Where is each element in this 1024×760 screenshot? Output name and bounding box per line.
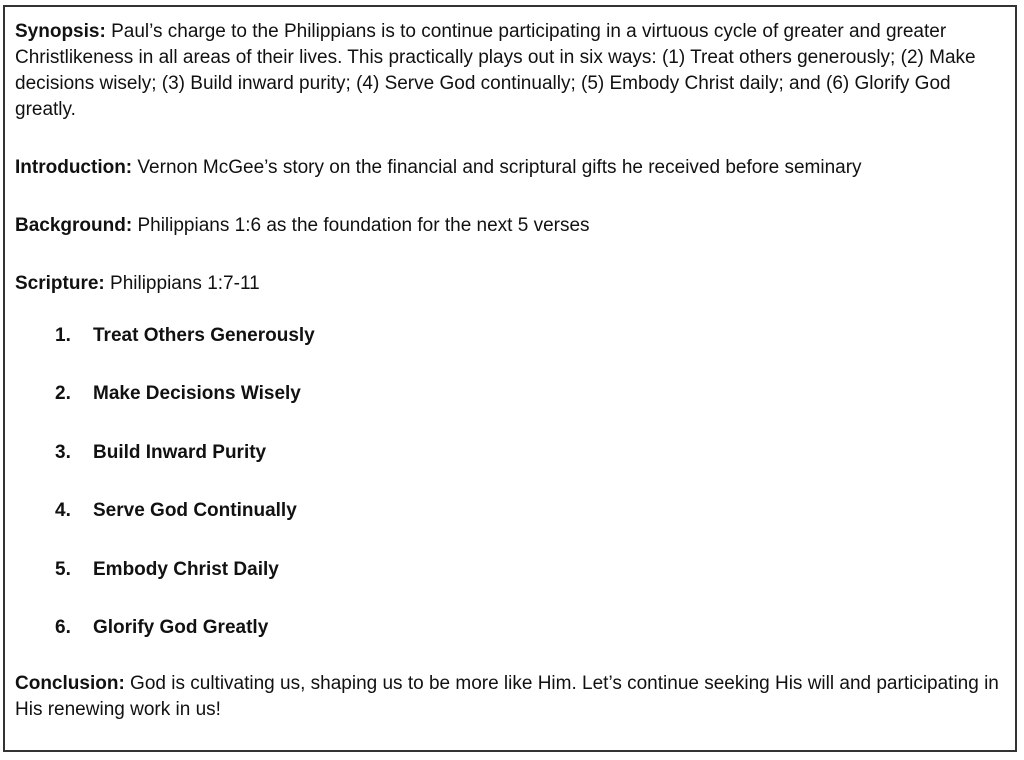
background-text: Philippians 1:6 as the foundation for the next 5 verses — [132, 215, 590, 236]
point-title: Make Decisions Wisely — [93, 383, 301, 405]
conclusion-text: God is cultivating us, shaping us to be more like Him. Let’s continue seeking His will and participating in His renewing work in us! — [15, 672, 999, 720]
point-title: Glorify God Greatly — [93, 616, 269, 638]
synopsis-text: Paul’s charge to the Philippians is to continue participating in a virtuous cycle of greater and greater Christlikeness in all areas of their lives. This practically plays out in six ways: (1) Treat others generously; (2) Make decisions wisely; (3) Build inward purity; (4) Serve God continually; (5) Embody Christ daily; and (6) Glorify God greatly. — [15, 21, 976, 120]
point-number: 6. — [55, 616, 71, 638]
point-title: Treat Others Generously — [93, 325, 315, 346]
list-item — [55, 615, 1005, 641]
list-item — [55, 323, 1005, 349]
synopsis-label: Synopsis: — [15, 21, 106, 42]
scripture-paragraph — [15, 271, 1005, 297]
background-paragraph — [15, 213, 1005, 239]
introduction-paragraph — [15, 155, 1005, 181]
point-number: 3. — [55, 441, 71, 463]
introduction-label: Introduction: — [15, 157, 133, 178]
point-number: 5. — [55, 558, 71, 580]
list-item — [55, 498, 1005, 524]
points-list — [15, 323, 1005, 641]
point-title: Serve God Continually — [93, 500, 297, 522]
conclusion-paragraph — [15, 671, 1005, 723]
conclusion-label: Conclusion: — [15, 672, 125, 694]
point-number: 4. — [55, 500, 71, 522]
point-title: Build Inward Purity — [93, 441, 267, 463]
point-number: 2. — [55, 383, 71, 405]
background-label: Background: — [15, 215, 133, 236]
sermon-outline-box — [3, 5, 1017, 752]
introduction-text: Vernon McGee’s story on the financial and scriptural gifts he received before seminary — [132, 157, 862, 178]
list-item — [55, 381, 1005, 407]
scripture-label: Scripture: — [15, 273, 105, 294]
point-title: Embody Christ Daily — [93, 558, 279, 580]
synopsis-paragraph — [15, 19, 1005, 123]
scripture-text: Philippians 1:7-11 — [104, 273, 260, 294]
point-number: 1. — [55, 325, 71, 346]
list-item — [55, 557, 1005, 583]
list-item — [55, 440, 1005, 466]
